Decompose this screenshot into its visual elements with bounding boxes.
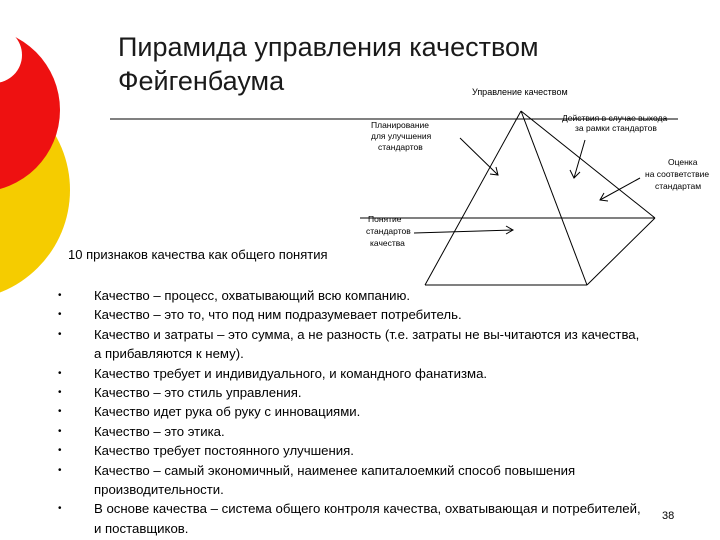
bullet: • — [58, 503, 62, 515]
arrow-evaluation-head — [600, 193, 608, 201]
list-item-text: В основе качества – система общего контроля качества, охватывающая и потребителей, и поставщиков. — [94, 501, 641, 536]
list-item — [58, 461, 648, 500]
list-item-text: Качество – это то, что под ним подразумевает потребитель. — [94, 307, 462, 323]
bullet: • — [58, 445, 62, 457]
bullet: • — [58, 406, 62, 418]
label-planning-2: для улучшения — [371, 131, 432, 141]
bullet: • — [58, 464, 62, 476]
slide-title-line2: Фейгенбаума — [118, 66, 285, 96]
list-subheading: 10 признаков качества как общего понятия — [68, 247, 328, 262]
list-item-text: Качество требует и индивидуального, и командного фанатизма. — [94, 365, 488, 381]
label-actions-1: Действия в случае выхода — [562, 113, 668, 123]
arrow-evaluation — [600, 178, 640, 200]
list-item-text: Качество – это стиль управления. — [94, 385, 302, 401]
label-evaluation-2: на соответствие — [645, 169, 710, 179]
label-planning-1: Планирование — [371, 120, 430, 130]
diagram-arrows — [414, 138, 640, 234]
bullet: • — [58, 290, 62, 301]
list-item — [58, 422, 648, 441]
list-item — [58, 383, 648, 402]
bullet: • — [58, 387, 62, 399]
list-item-text: Качество – самый экономичный, наименее капиталоемкий способ повышения производительности. — [94, 462, 576, 498]
label-concept-3: качества — [370, 238, 405, 248]
label-concept-2: стандартов — [366, 226, 411, 236]
label-actions-2: за рамки стандартов — [575, 123, 657, 133]
label-top: Управление качеством — [472, 87, 568, 97]
list-item-text: Качество идет рука об руку с инновациями. — [94, 404, 361, 420]
list-item-text: Качество – это этика. — [94, 423, 225, 439]
slide-title-line1: Пирамида управления качеством — [118, 32, 539, 62]
label-concept-1: Понятие — [368, 214, 402, 224]
list-item-text: Качество и затраты – это сумма, а не разность (т.е. затраты не вы-читаются из качества, а прибавляются к нему). — [94, 326, 640, 362]
page-number: 38 — [662, 510, 675, 522]
list-item — [58, 402, 648, 421]
list-item — [58, 441, 648, 460]
bullet: • — [58, 425, 62, 437]
arrow-concept — [414, 230, 513, 233]
quality-features-list — [58, 286, 648, 538]
list-item — [58, 305, 648, 324]
list-item — [58, 499, 648, 538]
list-item-text: Качество требует постоянного улучшения. — [94, 443, 354, 459]
list-item — [58, 325, 648, 364]
list-item-text: Качество – процесс, охватывающий всю компанию. — [94, 288, 411, 303]
list-item — [58, 364, 648, 383]
bullet: • — [58, 309, 62, 321]
label-evaluation-3: стандартам — [655, 181, 702, 191]
label-planning-3: стандартов — [378, 142, 423, 152]
bullet: • — [58, 328, 62, 340]
list-item — [58, 286, 648, 305]
pyramid-left-edge — [425, 111, 521, 285]
arrow-planning — [460, 138, 498, 175]
bullet: • — [58, 367, 62, 379]
pyramid-base-right — [587, 218, 655, 285]
label-evaluation-1: Оценка — [668, 157, 698, 167]
